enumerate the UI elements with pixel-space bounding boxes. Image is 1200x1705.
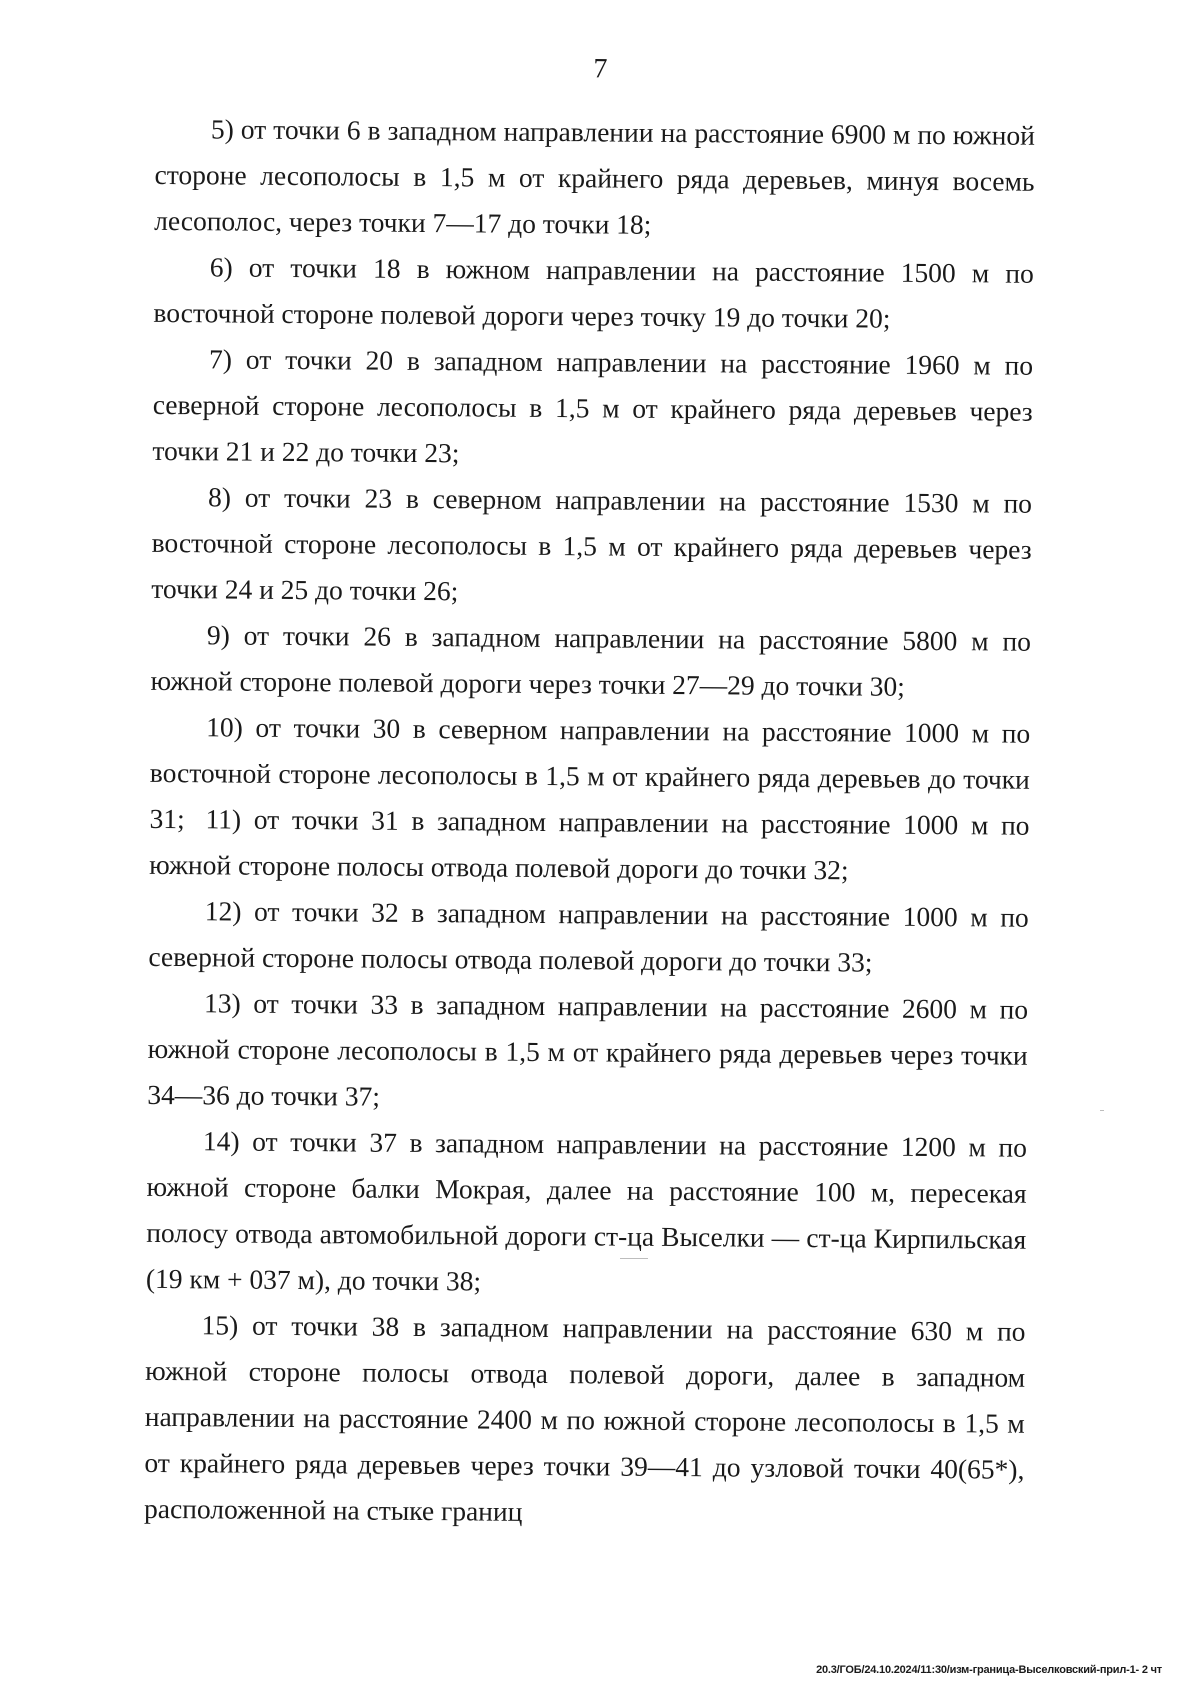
- scan-speck: [620, 1258, 648, 1259]
- paragraph-9: 9) от точки 26 в западном направлении на расстояние 5800 м по южной стороне полевой дороги через точки 27—29 до точки 30;: [150, 618, 1032, 702]
- paragraph-14: 14) от точки 37 в западном направлении на расстояние 1200 м по южной стороне балки Мокрая, далее на расстояние 100 м, пересекая полосу отвода автомобильной дороги ст-ца Выселки — ст-ца Кирпильская (19 км + 037 м), до точки 38;: [145, 1124, 1028, 1296]
- paragraph-5: 5) от точки 6 в западном направлении на расстояние 6900 м по южной стороне лесополосы в 1,5 м от крайнего ряда деревьев, минуя восемь лесополос, через точки 7—17 до точки 18;: [154, 112, 1036, 240]
- paragraph-7: 7) от точки 20 в западном направлении на расстояние 1960 м по северной стороне лесополосы в 1,5 м от крайнего ряда деревьев через точки 21 и 22 до точки 23;: [152, 342, 1034, 468]
- paragraph-15: 15) от точки 38 в западном направлении на расстояние 630 м по южной стороне полосы отвода полевой дороги, далее в западном направлении на расстояние 2400 м по южной стороне лесополосы в 1,5 м от крайнего ряда деревьев через точки 39—41 до узловой точки 40(65*), расположенной на стыке границ: [143, 1308, 1026, 1527]
- document-footer-code: 20.3/ГОБ/24.10.2024/11:30/изм-граница-Выселковский-прил-1- 2 чт: [816, 1664, 1162, 1676]
- paragraph-6: 6) от точки 18 в южном направлении на расстояние 1500 м по восточной стороне полевой дороги через точку 19 до точки 20;: [153, 250, 1034, 334]
- paragraph-10: 10) от точки 30 в северном направлении на расстояние 1000 м по восточной стороне лесополосы в 1,5 м от крайнего ряда деревьев до точки 31;: [149, 710, 1031, 834]
- scan-speck: [1100, 1110, 1104, 1111]
- paragraph-13: 13) от точки 33 в западном направлении на расстояние 2600 м по южной стороне лесополосы в 1,5 м от крайнего ряда деревьев через точки 34—36 до точки 37;: [147, 986, 1029, 1112]
- paragraph-8: 8) от точки 23 в северном направлении на расстояние 1530 м по восточной стороне лесополосы в 1,5 м от крайнего ряда деревьев через точки 24 и 25 до точки 26;: [151, 480, 1033, 606]
- paragraph-12: 12) от точки 32 в западном направлении на расстояние 1000 м по северной стороне полосы отвода полевой дороги до точки 33;: [148, 894, 1029, 978]
- paragraph-11: 11) от точки 31 в западном направлении на расстояние 1000 м по южной стороне полосы отвода полевой дороги до точки 32;: [149, 802, 1030, 885]
- page-number: 7: [593, 53, 608, 85]
